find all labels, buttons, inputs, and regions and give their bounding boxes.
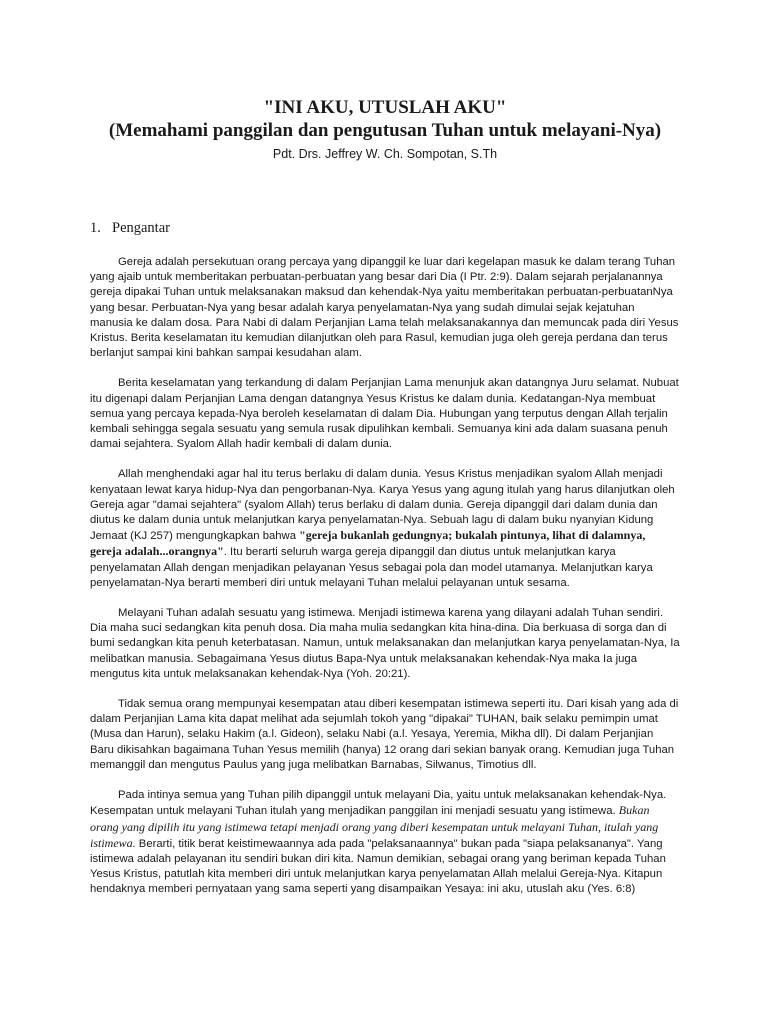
paragraph-3-text-c: . Itu berarti seluruh warga gereja dipanggil dan diutus untuk melanjutkan karya penyelamatan Allah dengan menjadikan pelayanan Yesus sebagai pola dan model utamanya. Melanjutkan karya penyelamatan-Nya berarti memberi diri untuk melayani Tuhan melalui pelayanan untuk sesama. bbox=[90, 546, 653, 589]
song-quote: "gereja bukanlah gedungnya; bukalah pintunya, lihat di dalamnya, gereja adalah...orangnya" bbox=[90, 528, 646, 559]
paragraph-3-text-a: Allah menghendaki agar hal itu terus berlaku di dalam dunia. Yesus Kristus menjadikan syalom Allah menjadi kenyataan lewat karya hidup-Nya dan pengorbanan-Nya. Karya Yesus yang agung itulah yang harus dilanjutkan oleh Gereja agar "damai sejahtera" (syalom Allah) terus berlaku di dalam dunia. Gereja dipanggil dari dalam dunia dan diutus ke dalam dunia untuk melanjutkan karya penyelamatan-Nya. Sebuah lagu di dalam buku nyanyian Kidung Jemaat (KJ 257) mengungkapkan bahwa bbox=[90, 468, 675, 543]
section-number: 1. bbox=[90, 220, 101, 236]
document-title: "INI AKU, UTUSLAH AKU" bbox=[263, 97, 507, 118]
italic-emphasis: Bukan orang yang dipilih itu yang istimewa tetapi menjadi orang yang diberi kesempatan untuk melayani Tuhan, itulah yang istimewa. bbox=[90, 803, 659, 850]
paragraph-5: Tidak semua orang mempunyai kesempatan atau diberi kesempatan istimewa seperti itu. Dari kisah yang ada di dalam Perjanjian Lama kita dapat melihat ada sejumlah tokoh yang "dipakai" TUHAN, baik selaku pemimpin umat (Musa dan Harun), selaku Hakim (a.l. Gideon), selaku Nabi (a.l. Yesaya, Yeremia, Mikha dll). Di dalam Perjanjian Baru dikisahkan bagaimana Tuhan Yesus memilih (hanya) 12 orang dari sekian banyak orang. Kemudian juga Tuhan memanggil dan mengutus Paulus yang juga melibatkan Barnabas, Silwanus, Timotius dll. bbox=[90, 698, 679, 771]
document-author: Pdt. Drs. Jeffrey W. Ch. Sompotan, S.Th bbox=[272, 147, 498, 161]
section-heading-pengantar bbox=[90, 220, 680, 237]
document-page bbox=[90, 96, 680, 913]
paragraph-4: Melayani Tuhan adalah sesuatu yang istimewa. Menjadi istimewa karena yang dilayani adalah Tuhan sendiri. Dia maha suci sedangkan kita penuh dosa. Dia maha mulia sedangkan kita hina-dina. Dia berkuasa di sorga dan di bumi sedangkan kita penuh keterbatasan. Namun, untuk melaksanakan dan melanjutkan karya penyelamatan-Nya, Ia melibatkan manusia. Sebagaimana Yesus diutus Bapa-Nya untuk melaksanakan kehendak-Nya maka Ia juga mengutus kita untuk melaksanakan kehendak-Nya (Yoh. 20:21). bbox=[90, 607, 680, 680]
document-subtitle: (Memahami panggilan dan pengutusan Tuhan untuk melayani-Nya) bbox=[108, 120, 662, 141]
paragraph-6 bbox=[90, 788, 680, 897]
paragraph-6-text-c: Berarti, titik berat keistimewaannya ada pada "pelaksanaannya" bukan pada "siapa pelaksananya". Yang istimewa adalah pelayanan itu sendiri bukan diri kita. Namun demikian, sebagai orang yang beriman kepada Tuhan Yesus Kristus, patutlah kita memberi diri untuk melanjutkan karya penyelamatan Allah melalui Gereja-Nya. Kitapun hendaknya memberi pernyataan yang sama seperti yang disampaikan Yesaya: ini aku, utuslah aku (Yes. 6:8) bbox=[90, 837, 666, 896]
section-title: Pengantar bbox=[112, 220, 170, 236]
paragraph-1: Gereja adalah persekutuan orang percaya yang dipanggil ke luar dari kegelapan masuk ke dalam terang Tuhan yang ajaib untuk memberitakan perbuatan-perbuatan yang besar dari Dia (I Ptr. 2:9). Dalam sejarah perjalanannya gereja dipakai Tuhan untuk melaksanakan maksud dan kehendak-Nya yaitu memberitakan perbuatan-perbuatanNya yang besar. Perbuatan-Nya yang besar adalah karya penyelamatan-Nya yang sudah dimulai sejak kejatuhan manusia ke dalam dosa. Para Nabi di dalam Perjanjian Lama telah melaksanakannya dan memuncak pada diri Yesus Kristus. Berita keselamatan itu kemudian dilanjutkan oleh para Rasul, kemudian juga oleh gereja perdana dan terus berlanjut sampai kini bahkan sampai kesudahan alam. bbox=[90, 256, 679, 360]
paragraph-2: Berita keselamatan yang terkandung di dalam Perjanjian Lama menunjuk akan datangnya Juru selamat. Nubuat itu digenapi dalam Perjanjian Lama dengan datangnya Yesus Kristus ke dalam dunia. Kedatangan-Nya membuat semua yang percaya kepada-Nya beroleh keselamatan di dalam Dia. Hubungan yang terputus dengan Allah terjalin kembali sehingga segala sesuatu yang semula rusak dipulihkan kembali. Semuanya kini ada dalam suasana penuh damai sejahtera. Syalom Allah hadir kembali di dalam dunia. bbox=[90, 377, 679, 451]
paragraph-3 bbox=[90, 467, 680, 591]
paragraph-6-text-a: Pada intinya semua yang Tuhan pilih dipanggil untuk melayani Dia, yaitu untuk melaksanakan kehendak-Nya. Kesempatan untuk melayani Tuhan itulah yang menjadikan panggilan ini menjadi sesuatu yang istimewa. bbox=[90, 789, 667, 818]
